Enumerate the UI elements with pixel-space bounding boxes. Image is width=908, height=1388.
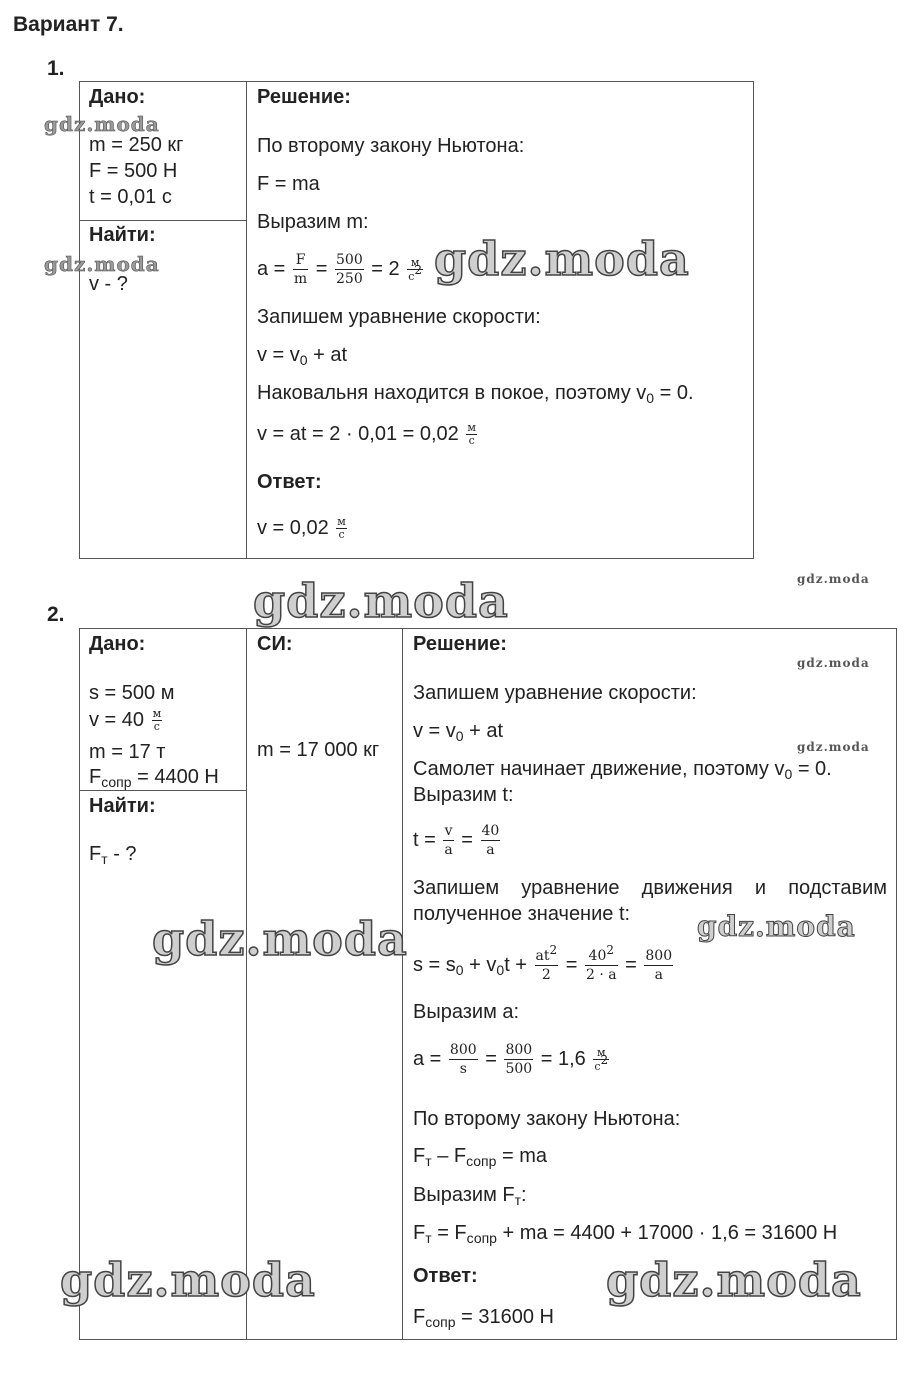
watermark-logo: gdz.moda <box>797 572 870 586</box>
task2-find-F: $F_т$ - ? <box>89 843 137 867</box>
task2-given-divider <box>79 790 247 791</box>
task1-find-v: v - ? <box>89 273 128 295</box>
watermark-logo: gdz.moda <box>697 910 856 943</box>
task1-line1: По второму закону Ньютона: <box>257 135 525 157</box>
fraction-40-a: $\frac{40}{a}$ <box>481 823 500 859</box>
unit-m-s: м с <box>337 515 346 542</box>
task1-given-divider <box>79 220 247 221</box>
eq-a-prefix: a = <box>257 258 286 280</box>
task2-l3: Самолет начинает движение, поэтому $v_0 = 0$. <box>413 758 832 782</box>
fraction-F-m: $\frac{F}{m}$ <box>293 252 308 288</box>
task1-find-label: Найти: <box>89 224 156 246</box>
fraction-800-a: $\frac{800}{a}$ <box>645 948 673 984</box>
task2-l6: Выразим a: <box>413 1001 520 1023</box>
task2-l5a: Запишем уравнение движения и подставим <box>413 877 887 899</box>
task2-l7: По второму закону Ньютона: <box>413 1108 681 1130</box>
task2-eq-t: t = $\frac{v}{a}$ = $\frac{40}{a}$ <box>413 823 500 859</box>
page-title: Вариант 7. <box>13 13 124 36</box>
task1-given-m: m = 250 кг <box>89 134 184 156</box>
task1-line4: Запишем уравнение скорости: <box>257 306 541 328</box>
task2-l4: Выразим t: <box>413 784 514 806</box>
task2-given-v: v = 40 м с <box>89 707 162 734</box>
eq-a-result: = 2 <box>371 258 400 280</box>
task2-number: 2. <box>47 603 65 626</box>
task1-answer: v = 0,02 м с <box>257 515 346 542</box>
fraction-at2-2: $\frac{at^2}{2}$ <box>535 943 558 984</box>
task1-divider <box>246 81 247 559</box>
task1-given-F: F = 500 Н <box>89 160 178 182</box>
task2-l5b: полученное значение t: <box>413 903 631 925</box>
task1-line2: F = ma <box>257 173 320 195</box>
task2-l1: Запишем уравнение скорости: <box>413 682 697 704</box>
fraction-402-2a: $\frac{40^2}{2 \cdot a}$ <box>585 943 617 984</box>
task2-find-label: Найти: <box>89 795 156 817</box>
task2-divider-2 <box>402 628 403 1340</box>
task2-si-m: m = 17 000 кг <box>257 739 380 761</box>
unit-m-s2: м $с^2$ <box>408 255 423 283</box>
task2-divider-1 <box>246 628 247 1340</box>
task1-solution-label: Решение: <box>257 86 351 108</box>
task1-given-t: t = 0,01 с <box>89 186 172 208</box>
task1-answer-label: Ответ: <box>257 471 322 493</box>
watermark-logo: gdz.moda <box>797 740 870 754</box>
fraction-v-a: $\frac{v}{a}$ <box>444 823 453 859</box>
task2-given-m: m = 17 т <box>89 741 166 763</box>
task1-given-label: Дано: <box>89 86 146 108</box>
watermark-logo: gdz.moda <box>44 252 160 276</box>
task2-solution-label: Решение: <box>413 633 507 655</box>
task1-line3: Выразим m: <box>257 211 369 233</box>
fraction-800-s: $\frac{800}{s}$ <box>449 1042 477 1078</box>
task2-given-s: s = 500 м <box>89 682 175 704</box>
task2-si-label: СИ: <box>257 633 293 655</box>
task1-eq-a: a = $\frac{F}{m}$ = $\frac{500}{250}$ = 2 м $с^2$ <box>257 252 423 288</box>
task2-l8: $F_т - F_{сопр}$ = ma <box>413 1145 547 1169</box>
task2-l2: $v = v_0$ + at <box>413 720 504 744</box>
watermark-logo: gdz.moda <box>434 232 690 286</box>
fraction-800-500: $\frac{800}{500}$ <box>505 1042 533 1078</box>
task2-l10: $F_т = F_{сопр}$ + ma = 4400 + 17000 · 1,6 = 31600 Н <box>413 1222 838 1246</box>
task1-line7: v = at = 2 · 0,01 = 0,02 м с <box>257 421 476 448</box>
watermark-logo: gdz.moda <box>44 112 160 136</box>
task2-answer: $F_{сопр} = 31600$ Н <box>413 1306 554 1330</box>
watermark-logo: gdz.moda <box>253 574 509 628</box>
task2-answer-label: Ответ: <box>413 1265 478 1287</box>
fraction-500-250: $\frac{500}{250}$ <box>336 252 363 288</box>
unit-m-s2: м $с^2$ <box>594 1045 609 1073</box>
unit-m-s: м с <box>152 707 162 734</box>
watermark-logo: gdz.moda <box>152 912 408 966</box>
unit-m-s: м с <box>467 421 476 448</box>
task2-l9: Выразим $F_т$: <box>413 1184 527 1208</box>
watermark-logo: gdz.moda <box>606 1253 862 1307</box>
task2-given-label: Дано: <box>89 633 146 655</box>
watermark-logo: gdz.moda <box>797 656 870 670</box>
task2-eq-s: $s = s_0 + v_0t$ + $\frac{at^2}{2}$ = $\frac{40^2}{2 \cdot a}$ = $\frac{800}{a}$ <box>413 943 673 984</box>
task2-given-F: $F_{сопр} = 4400$ Н <box>89 766 219 790</box>
task1-number: 1. <box>47 57 65 80</box>
task2-eq-a: a = $\frac{800}{s}$ = $\frac{800}{500}$ = 1,6 м $с^2$ <box>413 1042 609 1078</box>
task1-line6: Наковальня находится в покое, поэтому $v_0 = 0$. <box>257 382 694 406</box>
task1-line5: $v = v_0$ + at <box>257 344 348 368</box>
watermark-logo: gdz.moda <box>60 1253 316 1307</box>
